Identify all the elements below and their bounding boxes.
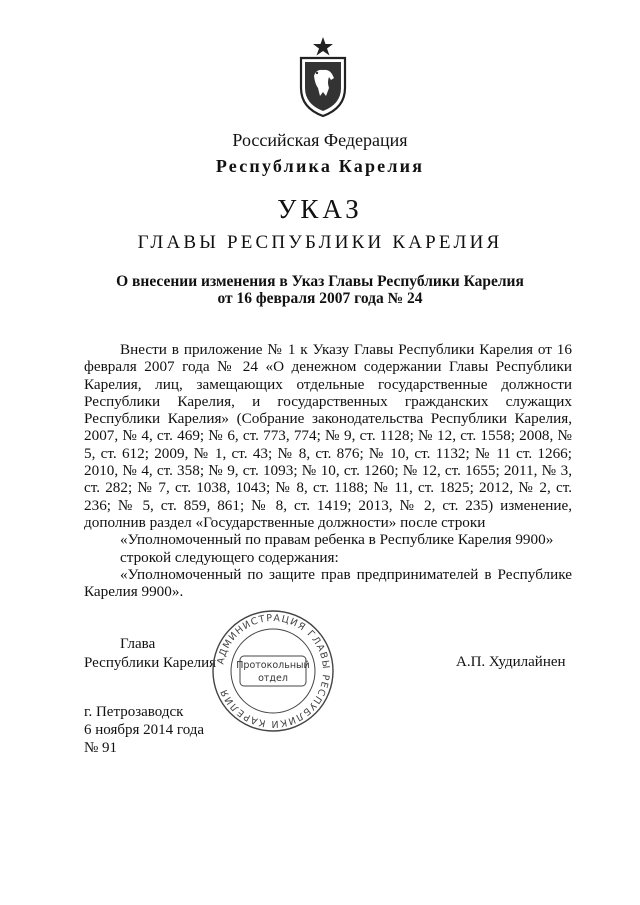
signing-date: 6 ноября 2014 года — [84, 722, 205, 738]
decree-footer — [84, 703, 204, 757]
decree-subject — [0, 273, 640, 307]
paragraph-connector: строкой следующего содержания: — [120, 548, 339, 566]
subject-line-2: от 16 февраля 2007 года № 24 — [217, 290, 423, 307]
paragraph-quote-2: «Уполномоченный по защите прав предпринимателей в Республике Карелия 9900». — [84, 565, 572, 601]
paragraph-quote-1: «Уполномоченный по правам ребенка в Республике Карелия 9900» — [120, 531, 554, 549]
paragraph-main: Внести в приложение № 1 к Указу Главы Республики Карелия от 16 февраля 2007 года № 24 «О денежном содержании Главы Республики Карелия, лиц, замещающих отдельные государственные должности Республики Карелия, и государственных гражданских служащих Республики Карелия» (Собрание законодательства Республики Карелия, 2007, № 4, ст. 469; № 6, ст. 773, 774; № 9, ст. 1128; № 12, ст. 1558; 2008, № 5, ст. 612; 2009, № 1, ст. 43; № 8, ст. 876; № 10, ст. 1132; № 11 ст. 1266; 2010, № 4, ст. 358; № 9, ст. 1093; № 10, ст. 1260; № 12, ст. 1655; 2011, № 3, ст. 282; № 7, ст. 1038, 1043; № 8, ст. 1188; № 11, ст. 1825; 2012, № 2, ст. 236; № 5, ст. 859, 861; № 8, ст. 1419; 2013, № 2, ст. 235) изменение, дополнив раздел «Государственные должности» после строки — [84, 341, 572, 531]
subject-line-1: О внесении изменения в Указ Главы Республики Карелия — [116, 273, 524, 290]
place-of-signing: г. Петрозаводск — [84, 704, 184, 720]
position-line-2: Республики Карелия — [84, 655, 217, 671]
document-type: УКАЗ — [277, 194, 363, 224]
position-line-1: Глава — [120, 636, 156, 652]
decree-body — [84, 341, 572, 600]
official-stamp-icon — [210, 608, 336, 734]
signatory-name: А.П. Худилайнен — [456, 654, 566, 670]
country-name: Российская Федерация — [232, 130, 408, 150]
karelia-coat-of-arms-icon — [296, 36, 350, 118]
signatory-position — [84, 635, 216, 673]
stamp-inner-line-2: отдел — [258, 673, 288, 684]
stamp-inner-line-1: Протокольный — [236, 660, 310, 671]
issuer-title: ГЛАВЫ РЕСПУБЛИКИ КАРЕЛИЯ — [137, 232, 503, 253]
stamp-ring-text: АДМИНИСТРАЦИЯ ГЛАВЫ РЕСПУБЛИКИ КАРЕЛИЯ — [215, 612, 332, 730]
decree-number: № 91 — [84, 740, 118, 756]
republic-name: Республика Карелия — [215, 156, 425, 176]
